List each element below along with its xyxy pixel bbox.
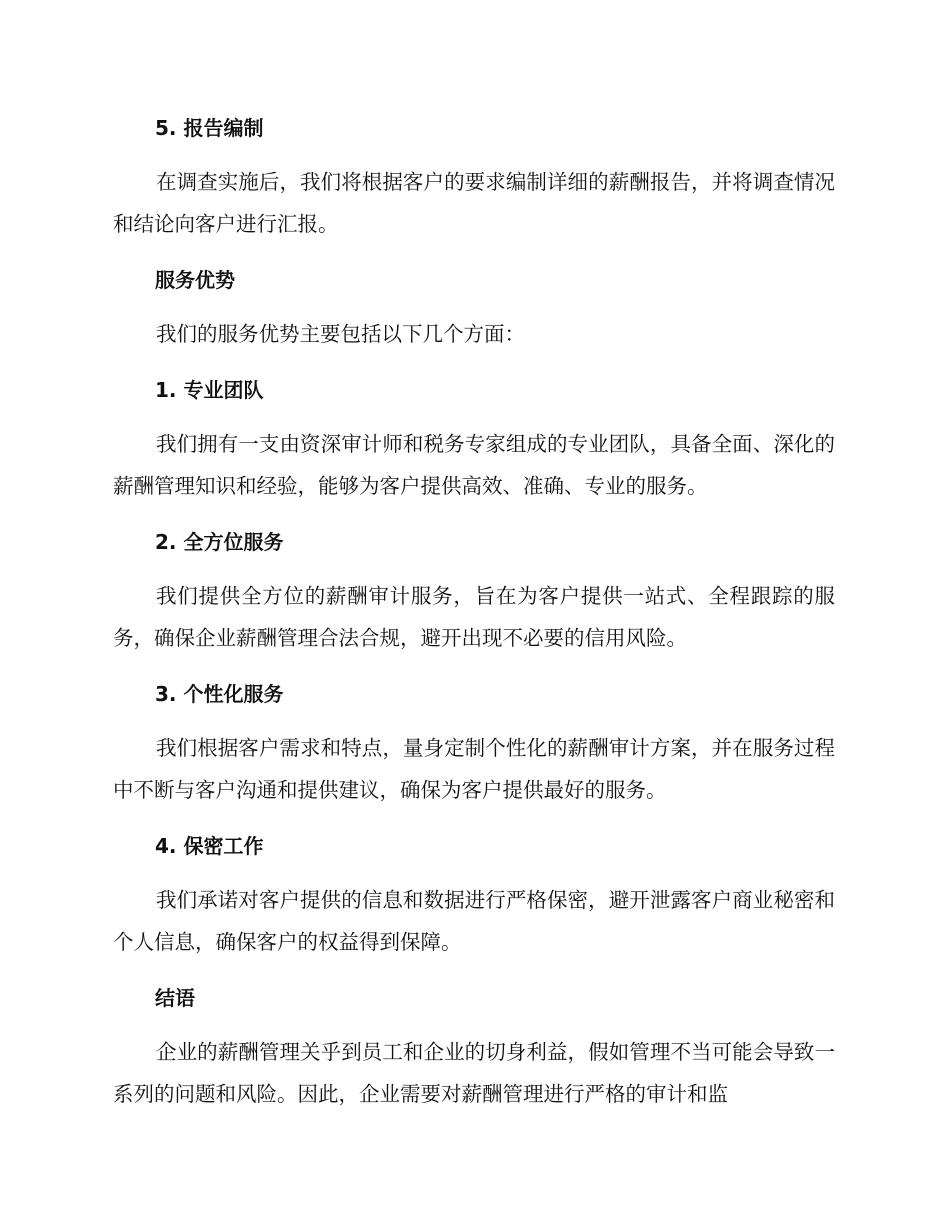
- section-heading-all-round-service: 2. 全方位服务: [155, 530, 284, 554]
- section-heading-service-advantages: 服务优势: [155, 268, 235, 292]
- section-heading-personalized-service: 3. 个性化服务: [155, 682, 284, 706]
- section-heading-professional-team: 1. 专业团队: [155, 378, 264, 402]
- paragraph-confidentiality: 我们承诺对客户提供的信息和数据进行严格保密，避开泄露客户商业秘密和个人信息，确保客户的权益得到保障。: [113, 888, 835, 954]
- paragraph-service-advantages-intro: 我们的服务优势主要包括以下几个方面：: [156, 322, 525, 346]
- paragraph-report-compilation: 在调查实施后，我们将根据客户的要求编制详细的薪酬报告，并将调查情况和结论向客户进行汇报。: [113, 170, 835, 236]
- paragraph-professional-team: 我们拥有一支由资深审计师和税务专家组成的专业团队，具备全面、深化的薪酬管理知识和经验，能够为客户提供高效、准确、专业的服务。: [113, 432, 835, 498]
- section-heading-conclusion: 结语: [155, 986, 195, 1010]
- paragraph-personalized-service: 我们根据客户需求和特点，量身定制个性化的薪酬审计方案，并在服务过程中不断与客户沟通和提供建议，确保为客户提供最好的服务。: [113, 736, 835, 802]
- paragraph-conclusion: 企业的薪酬管理关乎到员工和企业的切身利益，假如管理不当可能会导致一系列的问题和风险。因此，企业需要对薪酬管理进行严格的审计和监: [113, 1040, 835, 1106]
- section-heading-report-compilation: 5. 报告编制: [155, 116, 264, 140]
- section-heading-confidentiality: 4. 保密工作: [155, 834, 264, 858]
- paragraph-all-round-service: 我们提供全方位的薪酬审计服务，旨在为客户提供一站式、全程跟踪的服务，确保企业薪酬管理合法合规，避开出现不必要的信用风险。: [113, 584, 835, 650]
